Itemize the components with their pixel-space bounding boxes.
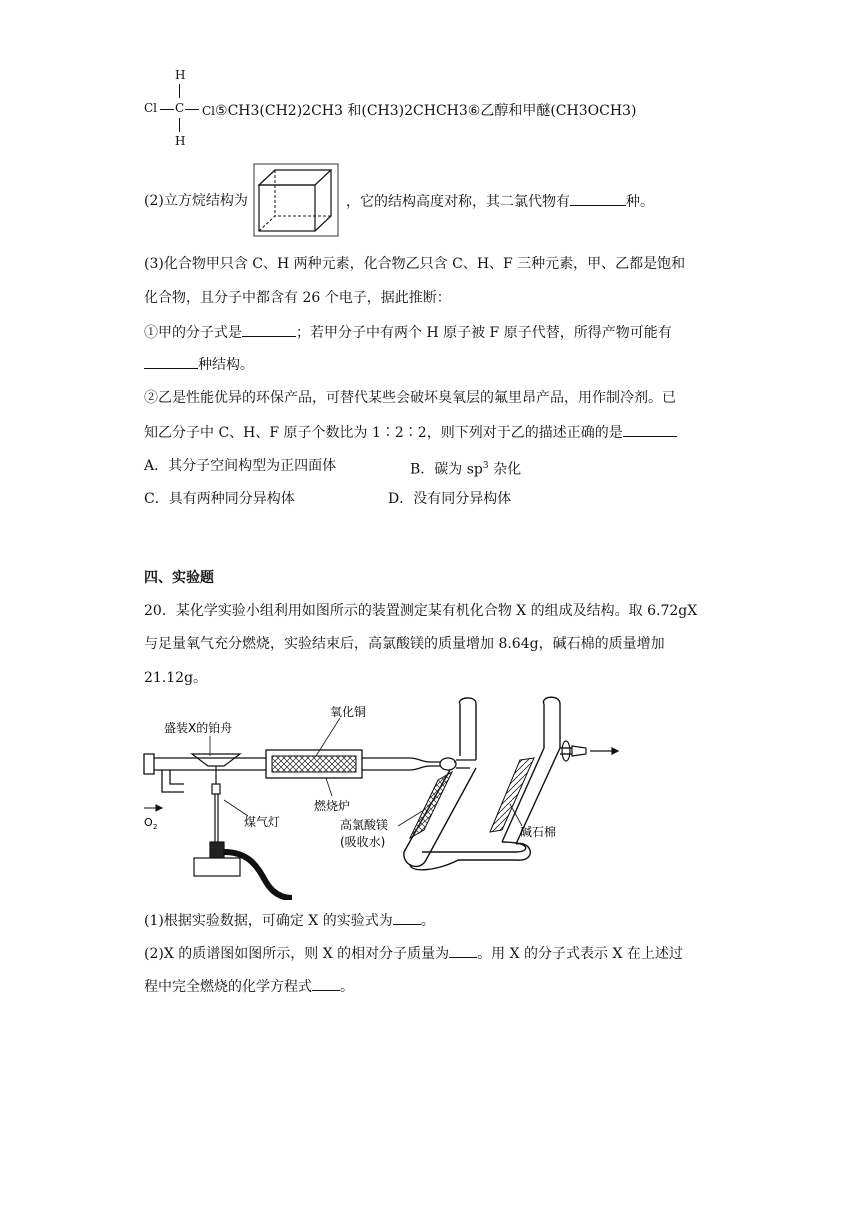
q20-part2-line2 (144, 976, 354, 997)
label-furnace: 燃烧炉 (314, 799, 351, 813)
part3-q2-text: 知乙分子中 C、H、F 原子个数比为 1∶2∶2，则下列对于乙的描述正确的是 (144, 425, 623, 441)
label-gas-lamp: 煤气灯 (244, 815, 281, 829)
option-b-pre: B．碳为 sp (410, 461, 483, 478)
structure-cl-right: Cl (202, 104, 216, 118)
part2-suffix: ，它的结构高度对称，其二氯代物有 (346, 194, 570, 210)
option-b-sup: 3 (482, 461, 489, 471)
q20-line3: 21.12g。 (144, 670, 208, 686)
part3-line2: 化合物，且分子中都含有 26 个电子，据此推断： (144, 290, 451, 306)
q20-part2-text: (2)X 的质谱图如图所示，则 X 的相对分子质量为 (144, 946, 450, 962)
option-c[interactable]: C．具有两种同分异构体 (144, 491, 295, 507)
label-o2-sub: 2 (153, 823, 158, 831)
answer-blank-empirical-formula[interactable] (393, 910, 421, 925)
structure-h-bottom: H (175, 134, 186, 148)
option-b[interactable] (410, 456, 521, 480)
structure-cl-left: Cl (144, 101, 158, 115)
answer-blank-dichloro-count[interactable] (570, 191, 626, 206)
item5-number: ⑤ (215, 103, 228, 119)
part2-prefix: (2)立方烷结构为 (144, 193, 248, 209)
q20-part2-line2-end: 。 (340, 979, 354, 995)
part3-q1-a: ①甲的分子式是 (144, 325, 242, 341)
item5-text: CH3(CH2)2CH3 和(CH3)2CHCH3 (227, 103, 468, 119)
label-copper-oxide: 氧化铜 (330, 705, 367, 719)
platinum-boat (192, 754, 240, 794)
q20-part2 (144, 943, 683, 964)
structure-h-top: H (175, 68, 186, 82)
bond-vertical-top (179, 84, 180, 98)
apparatus-figure (140, 692, 640, 900)
u-tube-magnesium-perchlorate (404, 698, 516, 870)
answer-blank-combustion-equation[interactable] (312, 976, 340, 991)
item6-text: 乙醇和甲醚(CH3OCH3) (480, 103, 637, 119)
q19-items-5-6 (202, 100, 636, 120)
magnesium-perchlorate-packing (410, 772, 452, 838)
label-absorb-water: (吸收水) (340, 835, 386, 849)
bond-left (160, 109, 174, 110)
gas-lamp (194, 794, 292, 898)
part3-q2-line1: ②乙是性能优异的环保产品，可替代某些会破坏臭氧层的氟里昂产品，用作制冷剂。已 (144, 390, 676, 406)
part3-q1-c: 种结构。 (198, 357, 254, 373)
option-d[interactable]: D．没有同分异构体 (388, 491, 512, 507)
o2-inlet-arrow (144, 805, 162, 811)
part3-q2-line2 (144, 422, 677, 443)
answer-blank-choice[interactable] (623, 422, 677, 437)
q20-part1-text: (1)根据实验数据，可确定 X 的实验式为 (144, 913, 393, 929)
answer-blank-molar-mass[interactable] (449, 943, 477, 958)
label-mg-perchlorate: 高氯酸镁 (340, 818, 389, 832)
q20-part1 (144, 910, 435, 931)
copper-oxide-packing (272, 756, 356, 772)
option-a[interactable]: A．其分子空间构型为正四面体 (144, 458, 337, 474)
answer-blank-formula-jia[interactable] (242, 322, 296, 337)
section-title: 四、实验题 (144, 570, 214, 586)
label-platinum-boat: 盛装X的铂舟 (164, 721, 233, 735)
item6-number: ⑥ (467, 103, 481, 119)
part3-q1-b: ；若甲分子中有两个 H 原子被 F 原子代替，所得产物可能有 (296, 325, 672, 341)
q20-part2-line2-text: 程中完全燃烧的化学方程式 (144, 979, 312, 995)
structure-c: C (175, 101, 185, 115)
bond-vertical-bottom (179, 118, 180, 132)
part3-q1-cont (144, 354, 254, 375)
answer-blank-structure-count[interactable] (144, 354, 198, 369)
label-o2: O (144, 816, 153, 829)
label-soda-asbestos: 碱石棉 (520, 825, 557, 839)
part3-q1 (144, 322, 672, 343)
gas-outlet (562, 741, 618, 761)
q20-part2-cont: 。用 X 的分子式表示 X 在上述过 (477, 946, 683, 962)
bond-right (185, 109, 199, 110)
part3-line1: (3)化合物甲只含 C、H 两种元素，化合物乙只含 C、H、F 三种元素，甲、乙都是饱和 (144, 256, 686, 272)
option-b-post: 杂化 (488, 461, 522, 478)
part2-sentence (346, 191, 654, 211)
q20-part1-end: 。 (420, 913, 435, 929)
q20-line1: 20．某化学实验小组利用如图所示的装置测定某有机化合物 X 的组成及结构。取 6.72gX (144, 603, 698, 619)
q20-line2: 与足量氧气充分燃烧，实验结束后，高氯酸镁的质量增加 8.64g，碱石棉的质量增加 (144, 636, 665, 652)
part2-end: 种。 (626, 194, 654, 210)
cube-figure (253, 163, 339, 237)
